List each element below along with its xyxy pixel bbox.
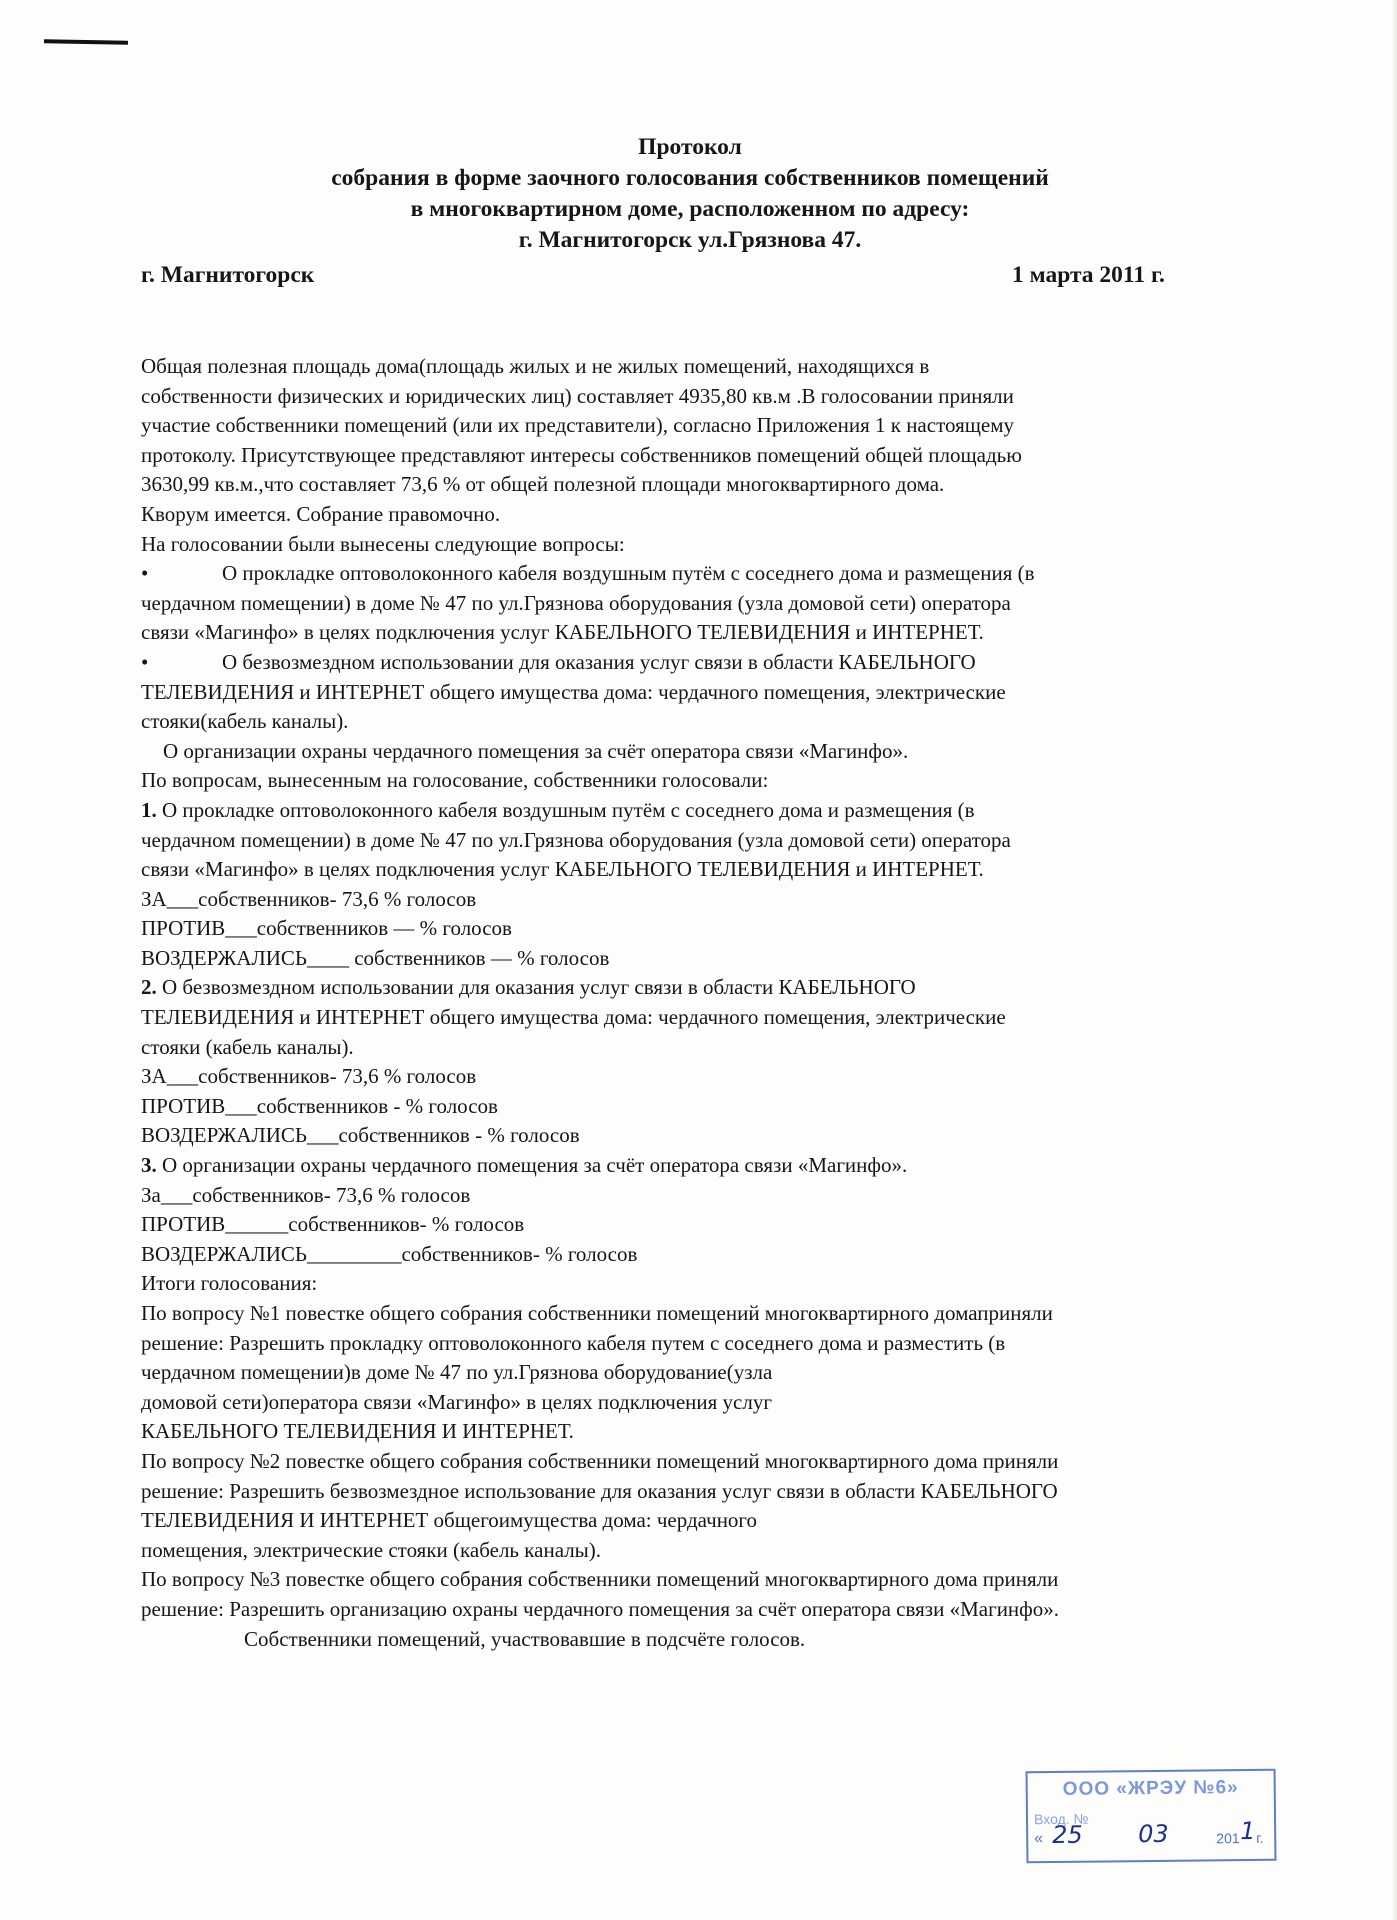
text-line: стояки (кабель каналы). <box>141 1034 354 1059</box>
text-line: 3630,99 кв.м.,что составляет 73,6 % от общей полезной площади многоквартирного дома. <box>141 472 945 497</box>
document-title: Протокол <box>638 134 742 160</box>
vote-abstain: ВОЗДЕРЖАЛИСЬ_________собственников- % голосов <box>141 1241 638 1266</box>
question-1 <box>141 796 1251 826</box>
document-body <box>141 352 1251 1654</box>
bullet: • <box>141 649 149 674</box>
text-line: связи «Магинфо» в целях подключения услуг КАБЕЛЬНОГО ТЕЛЕВИДЕНИЯ и ИНТЕРНЕТ. <box>141 857 984 882</box>
text-line: О организации охраны чердачного помещения за счёт оператора связи «Магинфо». <box>156 1153 908 1178</box>
agenda-item-3: О организации охраны чердачного помещения за счёт оператора связи «Магинфо». <box>163 738 909 763</box>
text-line: участие собственники помещений (или их представители), согласно Приложения 1 к настоящему <box>141 413 1015 438</box>
text-line: По вопросу №1 повестке общего собрания собственники помещений многоквартирного домаприняли <box>141 1301 1053 1325</box>
page-edge-shadow <box>1391 0 1397 1920</box>
document-place: г. Магнитогорск <box>141 262 315 288</box>
question-number: 2. <box>141 975 157 1000</box>
text-line: О безвозмездном использовании для оказания услуг связи в области КАБЕЛЬНОГО <box>222 649 976 674</box>
corner-pen-mark <box>44 39 128 44</box>
text-line: По вопросам, вынесенным на голосование, собственники голосовали: <box>141 768 769 793</box>
text-line: собственности физических и юридических лиц) составляет 4935,80 кв.м .В голосовании приняли <box>141 383 1014 408</box>
text-line: домовой сети)оператора связи «Магинфо» в целях подключения услуг <box>141 1389 772 1414</box>
vote-abstain: ВОЗДЕРЖАЛИСЬ___собственников - % голосов <box>141 1123 580 1148</box>
text-line: протоколу. Присутствующее представляют интересы собственников помещений общей площадью <box>141 442 1022 467</box>
text-line: Кворум имеется. Собрание правомочно. <box>141 501 501 526</box>
document-header <box>140 132 1240 256</box>
question-3 <box>141 1151 1251 1181</box>
stamp-month: 03 <box>1138 1819 1169 1849</box>
text-line: решение: Разрешить прокладку оптоволоконного кабеля путем с соседнего дома и разместить (в <box>141 1330 1006 1355</box>
agenda-item-1 <box>141 559 1251 589</box>
text-line: чердачном помещении) в доме № 47 по ул.Грязнова оборудования (узла домовой сети) оператора <box>141 590 1011 615</box>
text-line: ТЕЛЕВИДЕНИЯ И ИНТЕРНЕТ общегоимущества дома: чердачного <box>141 1508 758 1533</box>
text-line: Общая полезная площадь дома(площадь жилых и не жилых помещений, находящихся в <box>141 354 930 378</box>
title-line-4: г. Магнитогорск ул.Грязнова 47. <box>518 227 862 253</box>
vote-for: ЗА___собственников- 73,6 % голосов <box>141 1064 477 1089</box>
text-line: решение: Разрешить организацию охраны чердачного помещения за счёт оператора связи «Магинфо». <box>141 1596 1060 1621</box>
question-number: 1. <box>141 797 157 822</box>
stamp-incoming-label: Вход. № <box>1033 1810 1089 1828</box>
stamp-organization: ООО «ЖРЭУ №6» <box>1062 1777 1239 1800</box>
text-line: помещения, электрические стояки (кабель каналы). <box>141 1537 602 1562</box>
bullet: • <box>141 561 149 586</box>
text-line: По вопросу №2 повестке общего собрания собственники помещений многоквартирного дома приняли <box>141 1448 1059 1473</box>
text-line: О прокладке оптоволоконного кабеля воздушным путём с соседнего дома и размещения (в <box>156 797 975 822</box>
stamp-year-g: г. <box>1256 1829 1264 1846</box>
text-line: ТЕЛЕВИДЕНИЯ и ИНТЕРНЕТ общего имущества дома: чердачного помещения, электрические <box>141 679 1006 704</box>
vote-against: ПРОТИВ___собственников — % голосов <box>141 916 512 941</box>
vote-for: ЗА___собственников- 73,6 % голосов <box>141 886 477 911</box>
vote-for: За___собственников- 73,6 % голосов <box>141 1182 471 1207</box>
title-line-2: собрания в форме заочного голосования собственников помещений <box>331 165 1049 191</box>
text-line: О безвозмездном использовании для оказания услуг связи в области КАБЕЛЬНОГО <box>156 975 916 1000</box>
text-line: стояки(кабель каналы). <box>141 709 349 734</box>
text-line: связи «Магинфо» в целях подключения услуг КАБЕЛЬНОГО ТЕЛЕВИДЕНИЯ и ИНТЕРНЕТ. <box>141 620 984 645</box>
text-line: чердачном помещении)в доме № 47 по ул.Грязнова оборудование(узла <box>141 1360 773 1385</box>
stamp-day: 25 <box>1052 1820 1083 1850</box>
stamp-year-prefix: 201 <box>1216 1830 1240 1847</box>
results-heading: Итоги голосования: <box>141 1271 318 1296</box>
vote-abstain: ВОЗДЕРЖАЛИСЬ____ собственников — % голосов <box>141 945 610 970</box>
stamp-year-suffix: 1 <box>1240 1816 1256 1846</box>
closing-line: Собственники помещений, участвовавшие в подсчёте голосов. <box>244 1626 806 1651</box>
vote-against: ПРОТИВ___собственников - % голосов <box>141 1093 498 1118</box>
vote-against: ПРОТИВ______собственников- % голосов <box>141 1212 525 1237</box>
text-line: КАБЕЛЬНОГО ТЕЛЕВИДЕНИЯ И ИНТЕРНЕТ. <box>141 1419 574 1444</box>
text-line: На голосовании были вынесены следующие вопросы: <box>141 531 625 556</box>
text-line: О прокладке оптоволоконного кабеля воздушным путём с соседнего дома и размещения (в <box>222 561 1035 586</box>
stamp-date-row: « 25 03 201 1 г. <box>1034 1816 1264 1850</box>
text-line: чердачном помещении) в доме № 47 по ул.Грязнова оборудования (узла домовой сети) оператора <box>141 827 1011 852</box>
text-line: ТЕЛЕВИДЕНИЯ и ИНТЕРНЕТ общего имущества дома: чердачного помещения, электрические <box>141 1005 1006 1030</box>
title-line-3: в многоквартирном доме, расположенном по адресу: <box>410 196 970 222</box>
text-line: решение: Разрешить безвозмездное использование для оказания услуг связи в области КАБЕЛЬНОГО <box>141 1478 1058 1503</box>
incoming-stamp <box>1026 1769 1277 1864</box>
question-2 <box>141 973 1251 1003</box>
text-line: По вопросу №3 повестке общего собрания собственники помещений многоквартирного дома приняли <box>141 1567 1059 1592</box>
question-number: 3. <box>141 1153 157 1178</box>
document-date: 1 марта 2011 г. <box>1012 262 1165 288</box>
agenda-item-2 <box>141 648 1251 678</box>
